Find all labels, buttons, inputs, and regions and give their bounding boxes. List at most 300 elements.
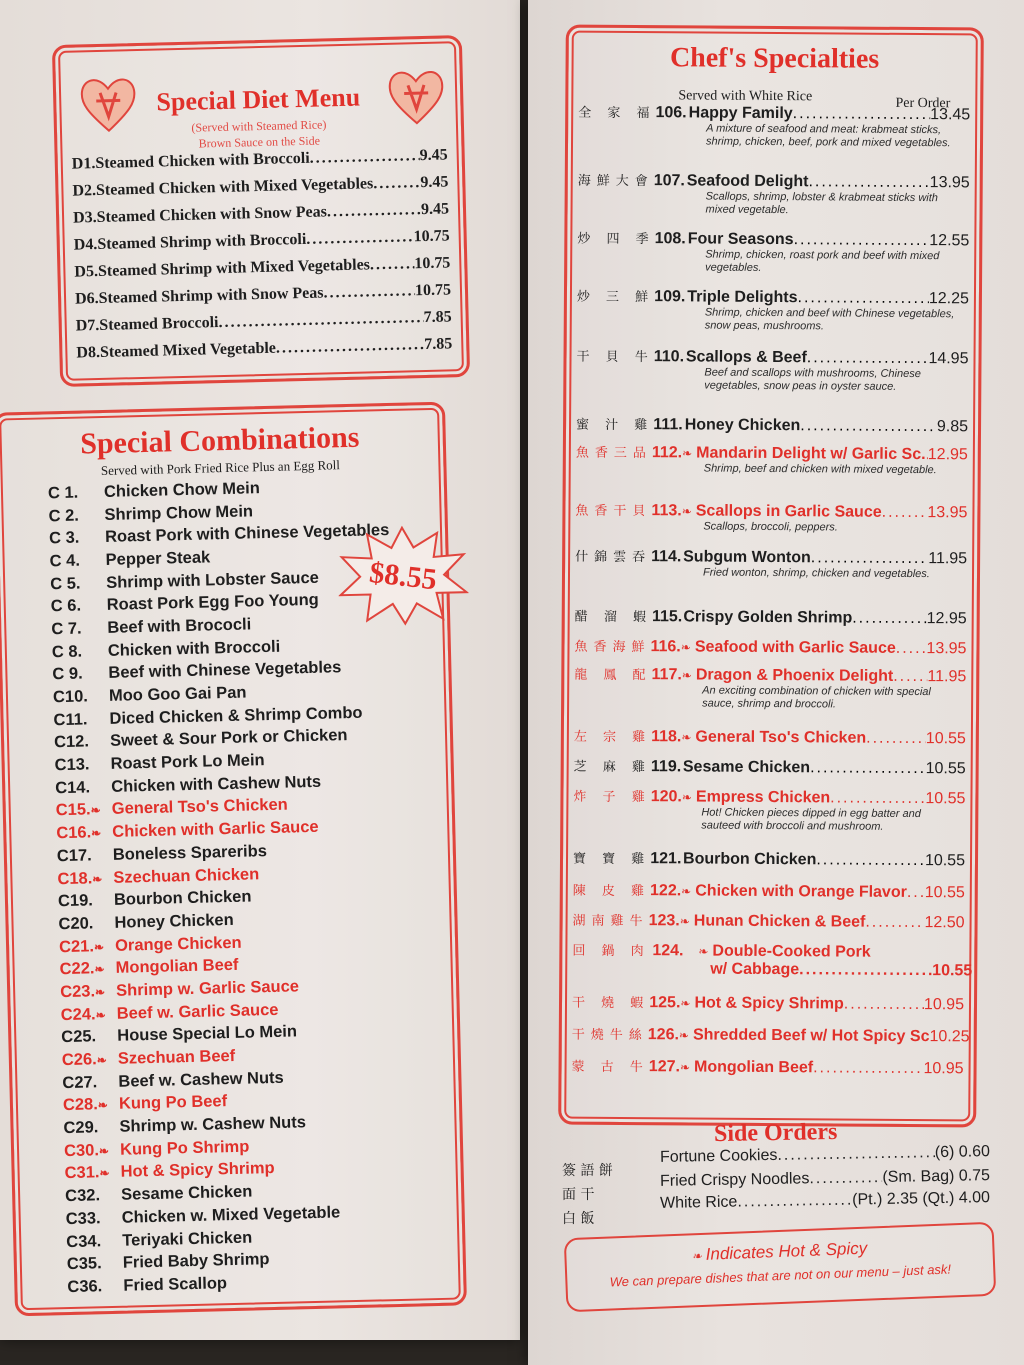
chef-menu-item (575, 500, 967, 536)
item-code (59, 936, 115, 956)
chinese-name: 魚香干貝 (575, 503, 652, 520)
leader-dots (809, 1169, 882, 1188)
diet-menu-subtitle: Brown Sauce on the Side (198, 133, 321, 151)
item-number-text: 126. (647, 1026, 680, 1044)
item-code (63, 1095, 119, 1115)
leader-dots (309, 147, 419, 168)
chili-pepper-icon: ❧ (698, 944, 709, 959)
item-code-text: C23. (59, 982, 96, 1002)
item-name: White Rice (659, 1193, 738, 1212)
item-number-text: 114. (651, 548, 682, 566)
item-code-text: C 6. (50, 596, 82, 616)
item-name: Hot & Spicy Shrimp (694, 994, 844, 1013)
price-starburst (337, 524, 469, 627)
item-name: Orange Chicken (114, 933, 242, 955)
diet-menu-subtitle: (Served with Steamed Rice) (191, 117, 327, 135)
item-code-text: C13. (54, 755, 90, 775)
item-number-text: 121. (650, 850, 682, 868)
chili-pepper-icon: ❧ (98, 1143, 110, 1159)
item-number (651, 758, 681, 776)
item-description: An exciting combination of chicken with special sauce, shrimp and broccoli. (702, 684, 931, 711)
chef-specialties-subtitle: Served with White Rice (678, 88, 813, 105)
leader-dots (893, 668, 927, 686)
item-code-text: C 1. (47, 483, 79, 503)
chili-pepper-icon: ❧ (91, 826, 102, 841)
item-number (655, 230, 686, 248)
chili-pepper-icon: ❧ (679, 914, 690, 929)
item-code-text: C22. (59, 959, 95, 979)
item-price: (6) 0.60 (934, 1143, 991, 1162)
item-code-text: C 7. (51, 619, 82, 639)
item-name: Roast Pork Egg Foo Young (106, 591, 319, 615)
item-name: Beef w. Garlic Sauce (116, 1000, 279, 1023)
item-number-text: 119. (650, 758, 682, 776)
chef-menu-item (573, 786, 965, 835)
item-name: Steamed Mixed Vegetable (99, 339, 277, 361)
custom-dish-note: We can prepare dishes that are not on our menu – just ask! (609, 1261, 952, 1290)
item-code-text: C34. (66, 1231, 102, 1251)
item-number (650, 850, 681, 868)
chili-pepper-icon: ❧ (95, 1007, 106, 1022)
chili-pepper-icon: ❧ (681, 504, 692, 519)
side-orders-title: Side Orders (713, 1118, 838, 1148)
leader-dots (844, 996, 924, 1015)
chef-item-header (572, 1056, 964, 1079)
item-number (652, 942, 698, 960)
item-price: 11.95 (927, 668, 967, 686)
item-number-text: 111. (653, 416, 683, 434)
chef-menu-item (573, 848, 965, 871)
item-name: Steamed Shrimp with Mixed Vegetables (97, 256, 371, 280)
item-code: D7. (75, 316, 100, 335)
item-code (49, 551, 105, 571)
item-number-text: 110. (653, 348, 685, 366)
item-number (652, 608, 682, 626)
chef-menu-item (578, 170, 970, 219)
item-code-text: C11. (53, 710, 88, 729)
chinese-name: 湖南雞牛 (572, 913, 649, 930)
item-name: Steamed Broccoli (99, 314, 219, 334)
item-description: Fried wonton, shrimp, chicken and vegetables. (702, 566, 930, 581)
item-description: Shrimp, beef and chicken with mixed vegetable. (703, 462, 937, 477)
chinese-name: 干 貝 牛 (576, 349, 654, 366)
chef-item-header (574, 756, 966, 779)
item-name: Roast Pork with Chinese Vegetables (104, 521, 390, 547)
item-name: Chicken Chow Mein (103, 479, 261, 501)
item-code-text: C30. (63, 1141, 100, 1160)
item-description: Beef and scallops with mushrooms, Chinese vegetables, snow peas in oyster sauce. (704, 366, 921, 393)
left-menu-page (0, 0, 520, 1340)
leader-dots (896, 640, 927, 658)
item-code-text: C35. (66, 1254, 102, 1274)
chef-menu-item (572, 1056, 964, 1079)
item-code-text: C28. (62, 1095, 99, 1115)
item-code (59, 959, 115, 979)
item-code (52, 664, 108, 684)
item-name: Triple Delights (687, 288, 798, 307)
item-price: 10.75 (414, 281, 452, 300)
item-price: 12.25 (928, 290, 969, 308)
item-code (65, 1186, 121, 1206)
item-name: Sesame Chicken (682, 758, 811, 777)
item-number (649, 994, 680, 1012)
leader-dots (793, 105, 931, 124)
chef-item-header (572, 992, 964, 1015)
item-code-text: C26. (61, 1050, 97, 1070)
item-code (50, 574, 106, 594)
leader-dots (807, 349, 929, 368)
item-number (654, 172, 685, 190)
item-number-text: 123. (648, 912, 680, 930)
chef-menu-item (575, 546, 967, 582)
chinese-name: 醋 溜 蝦 (574, 609, 653, 626)
chef-menu-item (575, 606, 967, 629)
chef-item-header (575, 606, 967, 629)
chef-item-header (577, 286, 969, 309)
item-number (655, 104, 686, 122)
item-code (63, 1118, 119, 1138)
leader-dots (799, 961, 932, 980)
chef-menu-item (574, 664, 966, 713)
item-price: 10.95 (923, 1060, 964, 1078)
item-price: 13.95 (927, 504, 968, 522)
item-name: Shrimp with Lobster Sauce (105, 568, 320, 592)
item-name: Roast Pork Lo Mein (110, 751, 265, 773)
leader-dots (882, 504, 928, 522)
item-name: Four Seasons (687, 230, 794, 249)
item-code-text: C12. (53, 732, 90, 752)
item-name: Double-Cooked Pork (712, 942, 871, 961)
item-number (651, 502, 681, 520)
item-continuation (710, 961, 972, 981)
item-code-text: C17. (56, 846, 92, 866)
item-price: 12.50 (924, 914, 965, 932)
item-code-text: C33. (65, 1209, 101, 1228)
chef-menu-item (577, 228, 969, 277)
item-number-text: 118. (651, 728, 682, 746)
chef-menu-item (573, 880, 965, 903)
item-code-text: C21. (58, 936, 95, 956)
item-code (57, 846, 113, 866)
combinations-subtitle: Served with Pork Fried Rice Plus an Egg Roll (100, 457, 341, 479)
item-code (64, 1141, 120, 1161)
leader-dots (811, 549, 929, 568)
chef-menu-item (578, 102, 970, 151)
leader-dots (777, 1144, 935, 1165)
item-name: Bourbon Chicken (682, 850, 817, 869)
item-name: Shrimp w. Cashew Nuts (119, 1113, 307, 1136)
item-code (51, 596, 107, 616)
leader-dots (830, 789, 925, 808)
item-code: D3. (72, 209, 97, 227)
chili-pepper-icon: ❧ (681, 884, 692, 899)
chinese-name: 全 家 福 (578, 105, 656, 122)
item-code-text: C31. (64, 1163, 100, 1183)
chef-menu-item (577, 286, 969, 335)
chinese-name: 炒 三 鮮 (576, 289, 655, 306)
chili-pepper-icon: ❧ (90, 803, 101, 818)
chef-item-header (573, 910, 965, 933)
item-price: 7.85 (424, 335, 453, 354)
item-code (56, 823, 112, 843)
leader-dots (370, 255, 415, 274)
item-code (55, 778, 111, 798)
item-name: Dragon & Phoenix Delight (695, 666, 894, 685)
item-code-text: C36. (67, 1277, 103, 1297)
item-code (53, 687, 109, 707)
item-code: D2. (72, 182, 97, 200)
chef-item-header (578, 170, 970, 193)
item-price: (Sm. Bag) 0.75 (882, 1167, 991, 1186)
chef-menu-item (572, 992, 964, 1015)
chef-item-header (573, 880, 965, 903)
leader-dots (797, 289, 928, 308)
chef-item-header (575, 500, 967, 523)
chef-menu-item (574, 726, 966, 749)
chef-item-header (573, 786, 965, 809)
item-code-text: C 4. (49, 551, 81, 571)
item-name: Scallops & Beef (685, 348, 807, 367)
item-code (61, 1027, 117, 1047)
item-code (66, 1231, 122, 1251)
item-price: 11.95 (928, 550, 968, 568)
item-code (67, 1254, 123, 1274)
item-number (650, 638, 680, 656)
leader-dots (865, 914, 924, 932)
diet-menu-list (72, 146, 453, 371)
item-code-text: C19. (57, 891, 94, 911)
item-name: Scallops in Garlic Sauce (695, 502, 882, 521)
chef-menu-item (573, 910, 965, 933)
chinese-name: 回 鍋 肉 (572, 943, 650, 960)
item-number-text: 124. (652, 942, 684, 960)
chili-pepper-icon: ❧ (94, 985, 106, 1000)
item-price: (Pt.) 2.35 (Qt.) 4.00 (852, 1189, 991, 1209)
chinese-name: 寶 寶 雞 (572, 851, 651, 868)
item-price: 10.55 (925, 730, 966, 748)
item-name: Teriyaki Chicken (122, 1228, 253, 1250)
item-description: Scallops, broccoli, peppers. (703, 520, 838, 534)
chef-item-header (574, 726, 966, 749)
side-chinese-label: 面 干 (562, 1187, 595, 1203)
item-code: D1. (71, 155, 96, 173)
item-name: Fried Crispy Noodles (659, 1170, 810, 1190)
combo-price: $8.55 (367, 555, 439, 597)
chef-item-header (572, 940, 964, 963)
item-price: 9.45 (420, 173, 449, 192)
chinese-name: 干燒牛絲 (571, 1027, 648, 1044)
side-chinese-label: 白 飯 (562, 1211, 595, 1227)
item-number-text: 106. (655, 104, 687, 122)
item-name: Honey Chicken (684, 416, 801, 435)
chili-pepper-icon: ❧ (97, 1098, 109, 1113)
item-description: Shrimp, chicken and beef with Chinese vegetables, snow peas, mushrooms. (704, 306, 955, 333)
item-price: 10.75 (413, 227, 450, 246)
item-code-text: C 2. (48, 506, 80, 525)
item-code (48, 505, 104, 525)
item-code (66, 1209, 122, 1229)
item-name: Honey Chicken (114, 910, 234, 932)
item-price: 14.95 (928, 350, 969, 368)
item-name: Sesame Chicken (120, 1182, 253, 1204)
item-name: Chicken with Cashew Nuts (110, 772, 322, 796)
item-name: Steamed Chicken with Snow Peas (96, 203, 328, 227)
item-name: Steamed Chicken with Mixed Vegetables (95, 175, 374, 200)
item-number-text: 112. (651, 444, 683, 462)
item-name: Empress Chicken (695, 788, 831, 807)
leader-dots (852, 610, 927, 629)
chef-menu-item (572, 940, 973, 981)
leader-dots (794, 231, 930, 250)
chinese-name: 什錦雲吞 (575, 549, 652, 566)
item-code-text: C 5. (50, 574, 81, 593)
item-number (649, 912, 680, 930)
item-code (54, 755, 110, 775)
item-code: D8. (76, 343, 101, 362)
chef-item-header (576, 414, 968, 437)
chili-pepper-icon: ❧ (92, 871, 103, 886)
item-price: 12.55 (929, 232, 970, 250)
item-name: General Tso's Chicken (111, 796, 288, 819)
chili-pepper-icon: ❧ (94, 962, 105, 977)
item-code (62, 1073, 118, 1093)
leader-dots (813, 1059, 923, 1078)
item-name: Seafood Delight (686, 172, 809, 191)
chili-pepper-icon: ❧ (99, 1166, 110, 1181)
item-price: 9.45 (419, 146, 448, 165)
chili-pepper-icon: ❧ (681, 668, 692, 683)
item-number-text: 109. (654, 288, 686, 306)
item-name: General Tso's Chicken (695, 728, 867, 747)
special-diet-menu-box (52, 35, 470, 387)
item-number-text: 107. (653, 172, 685, 190)
item-name: House Special Lo Mein (117, 1022, 298, 1046)
diet-menu-title: Special Diet Menu (156, 82, 361, 117)
item-code-text: C18. (57, 868, 93, 888)
item-description: Shrimp, chicken, roast pork and beef with mixed vegetables. (705, 248, 940, 274)
item-name: Mongolian Beef (115, 956, 239, 978)
item-number (652, 666, 682, 684)
item-code (60, 982, 116, 1002)
item-name: Kung Po Shrimp (119, 1137, 250, 1159)
item-name: Fried Baby Shrimp (122, 1250, 270, 1272)
chef-item-header (576, 346, 968, 369)
item-code (51, 619, 107, 639)
item-price: 10.75 (414, 254, 451, 273)
combinations-title: Special Combinations (79, 420, 360, 461)
item-code-text: C29. (63, 1118, 99, 1138)
item-number (650, 882, 681, 900)
item-number-text: 115. (651, 608, 683, 626)
chinese-name: 干 燒 蝦 (571, 995, 650, 1012)
item-number-text: 125. (649, 994, 681, 1012)
item-code-text: C10. (52, 687, 89, 707)
item-code (62, 1050, 118, 1070)
item-price: 10.55 (924, 852, 966, 870)
per-order-label: Per Order (895, 95, 951, 112)
item-price: 10.55 (925, 760, 966, 778)
chef-item-header (575, 546, 967, 569)
item-code (49, 528, 105, 548)
item-price: 9.45 (420, 200, 450, 219)
item-name-continued: w/ Cabbage (710, 960, 800, 979)
item-price: 12.95 (926, 610, 967, 628)
leader-dots (323, 282, 415, 302)
leader-dots (276, 336, 425, 358)
leader-dots (737, 1192, 852, 1212)
chef-item-header (576, 442, 968, 465)
chef-menu-item (574, 756, 966, 779)
item-code-text: C 8. (51, 642, 83, 661)
item-name: Diced Chicken & Shrimp Combo (109, 703, 363, 728)
chinese-name: 魚香三品 (575, 445, 652, 462)
item-name: Subgum Wonton (683, 548, 811, 567)
chef-item-header (573, 848, 965, 871)
item-price: 7.85 (423, 308, 452, 327)
item-code-text: C15. (55, 800, 91, 820)
chili-pepper-icon: ❧ (96, 1053, 107, 1068)
item-name: Shrimp Chow Mein (104, 501, 254, 524)
item-price: 10.95 (923, 996, 965, 1014)
item-code-text: C 9. (52, 664, 83, 684)
chef-item-header (574, 636, 966, 659)
item-number-text: 108. (654, 230, 686, 248)
leader-dots (306, 228, 414, 249)
item-name: Mandarin Delight w/ Garlic Sc. (696, 444, 926, 464)
item-name: Chicken with Garlic Sauce (112, 817, 319, 842)
chinese-name: 芝 麻 雞 (573, 759, 651, 776)
item-name: Hunan Chicken & Beef (693, 912, 866, 931)
item-number (651, 788, 682, 806)
chinese-name: 海鮮大會 (577, 173, 654, 190)
chinese-name: 蒙 古 牛 (571, 1059, 649, 1076)
leader-dots (800, 417, 937, 436)
chinese-name: 龍 鳳 配 (574, 667, 652, 684)
item-name: Boneless Spareribs (112, 841, 268, 864)
item-name: Steamed Shrimp with Snow Peas (98, 284, 324, 307)
item-name: Crispy Golden Shrimp (683, 608, 853, 627)
item-name: Sweet & Sour Pork or Chicken (109, 726, 348, 751)
chef-menu-item (576, 414, 968, 437)
item-code (61, 1004, 117, 1024)
item-name: Pepper Steak (105, 548, 211, 569)
leader-dots (866, 730, 926, 748)
item-price: 13.45 (930, 106, 971, 124)
chef-menu-item (576, 442, 968, 478)
leader-dots (808, 173, 929, 192)
item-number (649, 1058, 680, 1076)
leader-dots (907, 884, 925, 902)
item-number-text: 122. (650, 882, 682, 900)
item-code-text: C24. (60, 1004, 96, 1024)
item-price: 13.95 (926, 640, 967, 658)
item-price: 10.25 (929, 1028, 970, 1046)
item-number (651, 728, 681, 746)
item-price: 10.55 (924, 884, 965, 902)
item-number (648, 1026, 679, 1044)
item-name: Seafood with Garlic Sauce (694, 638, 896, 657)
item-number-text: 120. (650, 788, 682, 806)
item-name: Szechuan Chicken (113, 864, 260, 887)
item-number (654, 348, 684, 366)
item-name: Chicken w. Mixed Vegetable (121, 1203, 341, 1227)
item-name: Fried Scallop (123, 1274, 228, 1295)
item-code-text: C16. (56, 823, 92, 843)
item-code (56, 800, 112, 820)
item-number-text: 116. (650, 638, 681, 656)
chili-pepper-icon: ❧ (93, 939, 105, 954)
item-code: D5. (74, 263, 99, 281)
